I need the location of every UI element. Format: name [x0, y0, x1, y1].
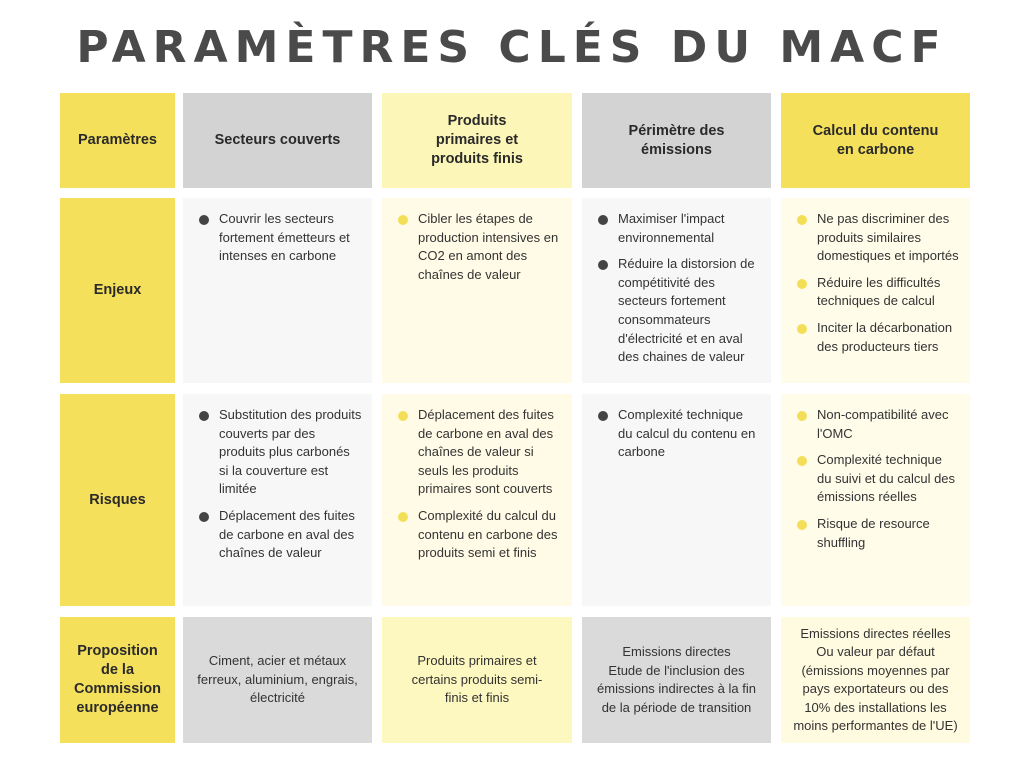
- bullet-item: Complexité technique du calcul du contenu en carbone: [598, 406, 761, 462]
- bullet-item: Maximiser l'impact environnemental: [598, 210, 761, 247]
- risques-perimetre-cell: [582, 394, 771, 606]
- bullet-item: Déplacement des fuites de carbone en aval des chaînes de valeur si seuls les produits primaires sont couverts: [398, 406, 562, 499]
- enjeux-secteurs-list: [199, 210, 362, 274]
- row-label-proposition: [60, 617, 175, 743]
- bullet-item: Inciter la décarbonation des producteurs tiers: [797, 319, 960, 356]
- enjeux-secteurs-cell: [183, 198, 372, 383]
- header-perimetre: [582, 93, 771, 188]
- row-label-risques: [60, 394, 175, 606]
- header-calcul-label: Calcul du contenu en carbone: [812, 122, 939, 158]
- bullet-item: Ne pas discriminer des produits similaires domestiques et importés: [797, 210, 960, 266]
- header-perimetre-label: Périmètre des émissions: [628, 122, 725, 158]
- risques-secteurs-cell: [183, 394, 372, 606]
- risques-produits-list: [398, 406, 562, 571]
- header-produits: [382, 93, 572, 188]
- bullet-item: Non-compatibilité avec l'OMC: [797, 406, 960, 443]
- risques-produits-cell: [382, 394, 572, 606]
- proposition-calcul-cell: [781, 617, 970, 743]
- header-params: [60, 93, 175, 188]
- proposition-calcul-text: Emissions directes réelles Ou valeur par défaut (émissions moyennes par pays exportateurs ou des 10% des installations les moins performantes de l'UE): [793, 625, 958, 733]
- enjeux-perimetre-list: [598, 210, 761, 375]
- risques-perimetre-list: [598, 406, 761, 470]
- bullet-item: Cibler les étapes de production intensives en CO2 en amont des chaînes de valeur: [398, 210, 562, 284]
- bullet-item: Complexité technique du suivi et du calcul des émissions réelles: [797, 451, 960, 507]
- bullet-item: Réduire les difficultés techniques de calcul: [797, 274, 960, 311]
- bullet-item: Risque de resource shuffling: [797, 515, 960, 552]
- bullet-item: Couvrir les secteurs fortement émetteurs et intenses en carbone: [199, 210, 362, 266]
- row-label-enjeux-text: Enjeux: [93, 282, 142, 299]
- proposition-perimetre-text: Emissions directes Etude de l'inclusion des émissions indirectes à la fin de la période de transition: [597, 644, 756, 715]
- row-label-enjeux: [60, 198, 175, 383]
- header-secteurs: [183, 93, 372, 188]
- enjeux-perimetre-cell: [582, 198, 771, 383]
- header-params-label: Paramètres: [78, 132, 157, 149]
- header-calcul: [781, 93, 970, 188]
- proposition-secteurs-text: Ciment, acier et métaux ferreux, aluminium, engrais, électricité: [197, 653, 358, 706]
- enjeux-produits-list: [398, 210, 562, 292]
- proposition-secteurs-cell: [183, 617, 372, 743]
- risques-calcul-cell: [781, 394, 970, 606]
- row-label-risques-text: Risques: [89, 491, 146, 508]
- header-produits-label: Produits primaires et produits finis: [431, 113, 523, 167]
- header-secteurs-label: Secteurs couverts: [214, 132, 341, 149]
- proposition-produits-text: Produits primaires et certains produits semi-finis et finis: [411, 653, 543, 706]
- row-label-proposition-text: Proposition de la Commission européenne: [73, 643, 161, 716]
- enjeux-calcul-cell: [781, 198, 970, 383]
- enjeux-produits-cell: [382, 198, 572, 383]
- risques-calcul-list: [797, 406, 960, 560]
- page-title: PARAMÈTRES CLÉS DU MACF: [76, 22, 948, 73]
- bullet-item: Déplacement des fuites de carbone en aval des chaînes de valeur: [199, 507, 362, 563]
- proposition-produits-cell: [382, 617, 572, 743]
- enjeux-calcul-list: [797, 210, 960, 364]
- bullet-item: Complexité du calcul du contenu en carbone des produits semi et finis: [398, 507, 562, 563]
- bullet-item: Substitution des produits couverts par des produits plus carbonés si la couverture est limitée: [199, 406, 362, 499]
- bullet-item: Réduire la distorsion de compétitivité des secteurs fortement consommateurs d'électricité et en aval des chaines de valeur: [598, 255, 761, 367]
- risques-secteurs-list: [199, 406, 362, 571]
- proposition-perimetre-cell: [582, 617, 771, 743]
